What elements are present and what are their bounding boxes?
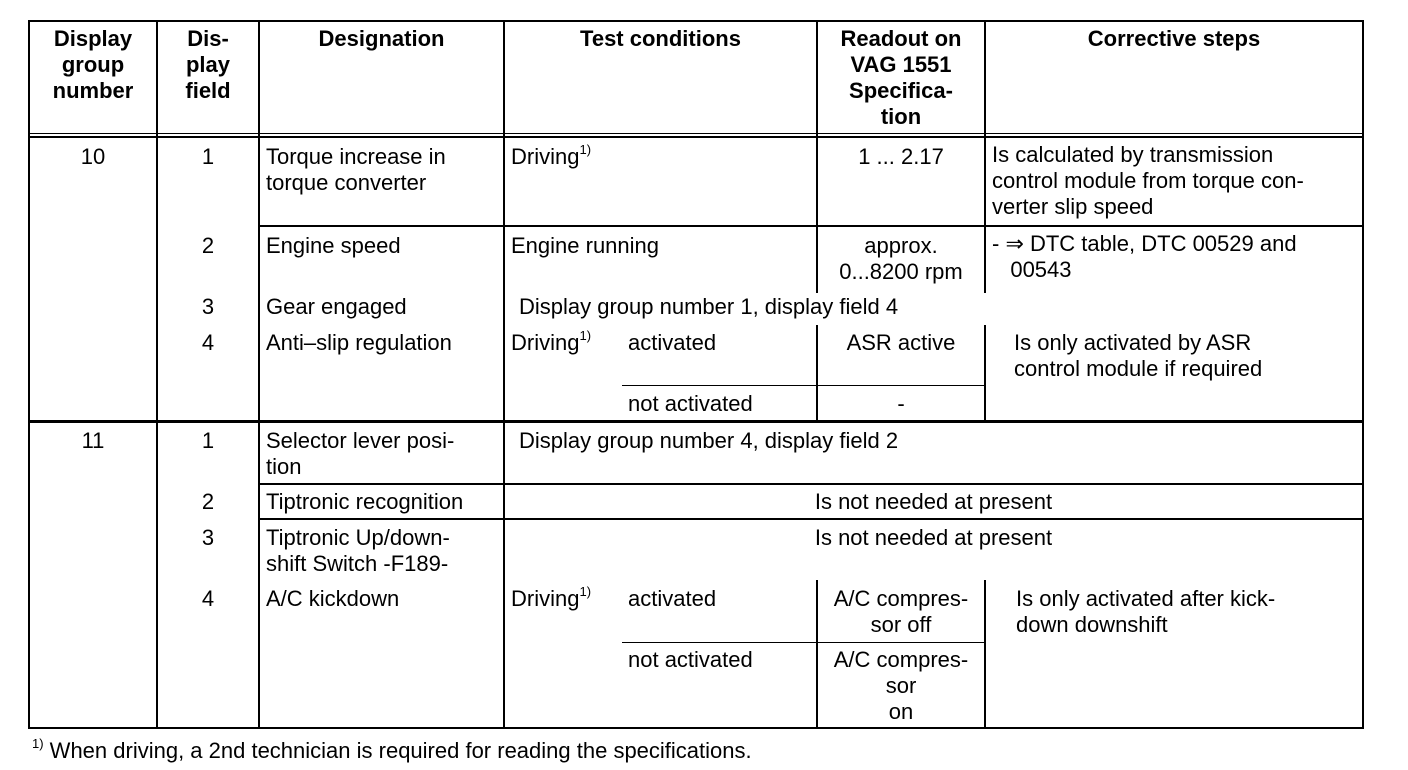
subrow-divider-ac [622,642,984,643]
row-divider-10-1 [258,225,1364,227]
readout-cell: 1 ... 2.17 [858,144,944,169]
display-field: 2 [201,233,215,258]
designation-cell: A/C kickdown [266,586,400,611]
col-divider-1 [156,20,158,729]
display-field: 2 [201,489,215,514]
test-condition-cell: Engine running [511,233,660,258]
header-designation: Designation [318,26,445,51]
display-field: 1 [201,144,215,169]
header-readout: Readout on VAG 1551 Specifica- tion [840,26,962,129]
display-field: 4 [201,330,215,355]
test-condition-text: Driving [511,144,580,169]
col-divider-3 [503,20,505,729]
row-divider-11-2 [258,518,1364,520]
subrow-divider-asr [622,385,984,386]
header-display-field: Dis- play field [185,26,231,103]
table-border-bottom [28,727,1364,729]
state-activated: activated [628,330,717,355]
display-field: 4 [201,586,215,611]
state-not-activated: not activated [628,647,753,672]
corrective-cell: Is calculated by transmission control module from torque con- verter slip speed [992,142,1304,219]
display-field: 1 [201,428,215,453]
row-divider-11-1 [258,483,1364,485]
state-not-activated: not activated [628,391,753,416]
corrective-cell: Is only activated after kick- down downshift [1016,586,1276,637]
table-border-left [28,20,30,729]
table-border-top [28,20,1364,22]
header-divider-2 [28,136,1364,138]
display-field: 3 [201,294,215,319]
col-divider-5c [984,580,986,728]
table-border-right [1362,20,1364,729]
group-number: 10 [80,144,106,169]
header-divider [28,133,1364,134]
test-condition-cell [511,583,592,612]
corrective-cell: Is only activated by ASR control module if required [1014,330,1263,381]
designation-cell: Gear engaged [266,294,407,319]
footnote-marker: 1) [579,327,592,343]
spanned-condition-cell: Is not needed at present [814,525,1053,550]
col-divider-5 [984,20,986,293]
header-corrective-steps: Corrective steps [1087,26,1261,51]
footnote-mark: 1) [32,735,44,751]
header-display-group-number: Display group number [52,26,134,103]
corrective-cell: - ⇒ DTC table, DTC 00529 and 00543 [992,231,1297,282]
designation-cell: Tiptronic Up/down- shift Switch -F189- [266,525,450,576]
test-condition-text: Driving [511,586,580,611]
footnote-marker: 1) [579,583,592,599]
test-condition-text: Driving [511,330,580,355]
col-divider-5b [984,325,986,420]
display-field: 3 [201,525,215,550]
footnote [32,735,752,764]
col-divider-2 [258,20,260,729]
designation-cell: Engine speed [266,233,401,258]
readout-cell: ASR active [846,330,956,355]
designation-cell: Tiptronic recognition [266,489,464,514]
designation-cell: Torque increase in torque converter [266,144,446,195]
footnote-marker: 1) [579,141,592,157]
spanned-condition-cell: Display group number 4, display field 2 [519,428,899,453]
footnote-text: When driving, a 2nd technician is required for reading the specifications. [43,738,752,763]
designation-cell: Selector lever posi- tion [266,428,455,479]
readout-cell: approx. 0...8200 rpm [839,233,963,284]
readout-cell: - [897,391,905,416]
readout-cell: A/C compres- sor off [833,586,969,637]
test-condition-cell [511,327,592,356]
readout-cell: A/C compres- sor on [833,647,969,724]
header-test-conditions: Test conditions [580,26,741,51]
group-divider [28,420,1364,423]
spanned-condition-cell: Display group number 1, display field 4 [519,294,899,319]
spanned-condition-cell: Is not needed at present [814,489,1053,514]
test-condition-cell [511,141,592,170]
group-number: 11 [81,428,105,453]
designation-cell: Anti–slip regulation [266,330,452,355]
state-activated: activated [628,586,717,611]
